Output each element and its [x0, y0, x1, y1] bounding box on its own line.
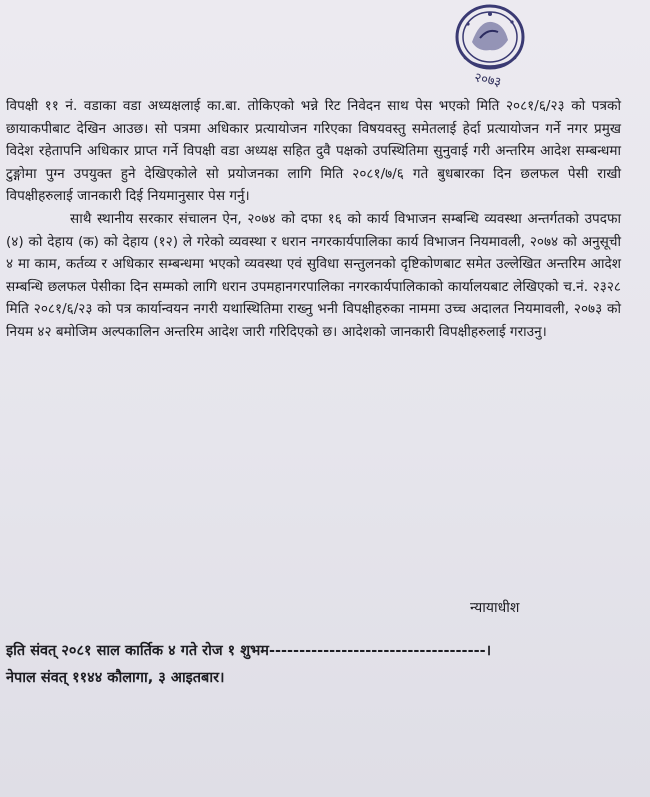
- order-body: [6, 95, 621, 344]
- date-line-vikram-samvat: इति संवत् २०८१ साल कार्तिक ४ गते रोज १ शुभम------------------------------------।: [6, 643, 492, 659]
- stamp-year: २०७३: [472, 70, 503, 91]
- date-line-nepal-samvat: नेपाल संवत् ११४४ कौलागा, ३ आइतबार।: [6, 670, 225, 686]
- order-paragraph-2: साथै स्थानीय सरकार संचालन ऐन, २०७४ को दफा १६ को कार्य विभाजन सम्बन्धि व्यवस्था अन्तर्गतको उपदफा (४) को देहाय (क) को देहाय (१२) ले गरेको व्यवस्था र धरान नगरकार्यपालिका कार्य विभाजन नियमावली, २०७४ को अनुसूची ४ मा काम, कर्तव्य र अधिकार सम्बन्धमा भएको व्यवस्था एवं सुविधा सन्तुलनको दृष्टिकोणबाट समेत उल्लेखित अन्तरिम आदेश सम्बन्धि छलफल पेसीका दिन सम्मको लागि धरान उपमहानगरपालिका नगरकार्यपालिकाको कार्यालयबाट लेखिएको च.नं. २३२८ मिति २०८१/६/२३ को पत्र कार्यान्वयन नगरी यथास्थितिमा राख्नु भनी विपक्षीहरुका नाममा उच्च अदालत नियमावली, २०७३ को नियम ४२ बमोजिम अल्पकालिन अन्तरिम आदेश जारी गरिदिएको छ। आदेशको जानकारी विपक्षीहरुलाई गराउनु।: [6, 210, 621, 340]
- court-seal-stamp: [432, 2, 542, 90]
- judge-signature-label: न्यायाधीश: [470, 600, 520, 616]
- court-seal-icon: [450, 2, 528, 74]
- order-paragraph-1: विपक्षी ११ नं. वडाका वडा अध्यक्षलाई का.बा. तोकिएको भन्ने रिट निवेदन साथ पेस भएको मिति २०८१/६/२३ को पत्रको छायाकपीबाट देखिन आउछ। सो पत्रमा अधिकार प्रत्यायोजन गरिएका विषयवस्तु समेतलाई हेर्दा प्रत्यायोजन गर्ने नगर प्रमुख विदेश रहेतापनि अधिकार प्राप्त गर्ने विपक्षी वडा अध्यक्ष सहित दुवै पक्षको उपस्थितिमा सुनुवाई गरी अन्तरिम आदेश सम्बन्धमा टुङ्गोमा पुग्न उपयुक्त हुने देखिएकोले सो प्रयोजनका लागि मिति २०८१/७/६ गते बुधबारका दिन छलफल पेसी राखी विपक्षीहरुलाई जानकारी दिई नियमानुसार पेस गर्नु।: [6, 98, 621, 205]
